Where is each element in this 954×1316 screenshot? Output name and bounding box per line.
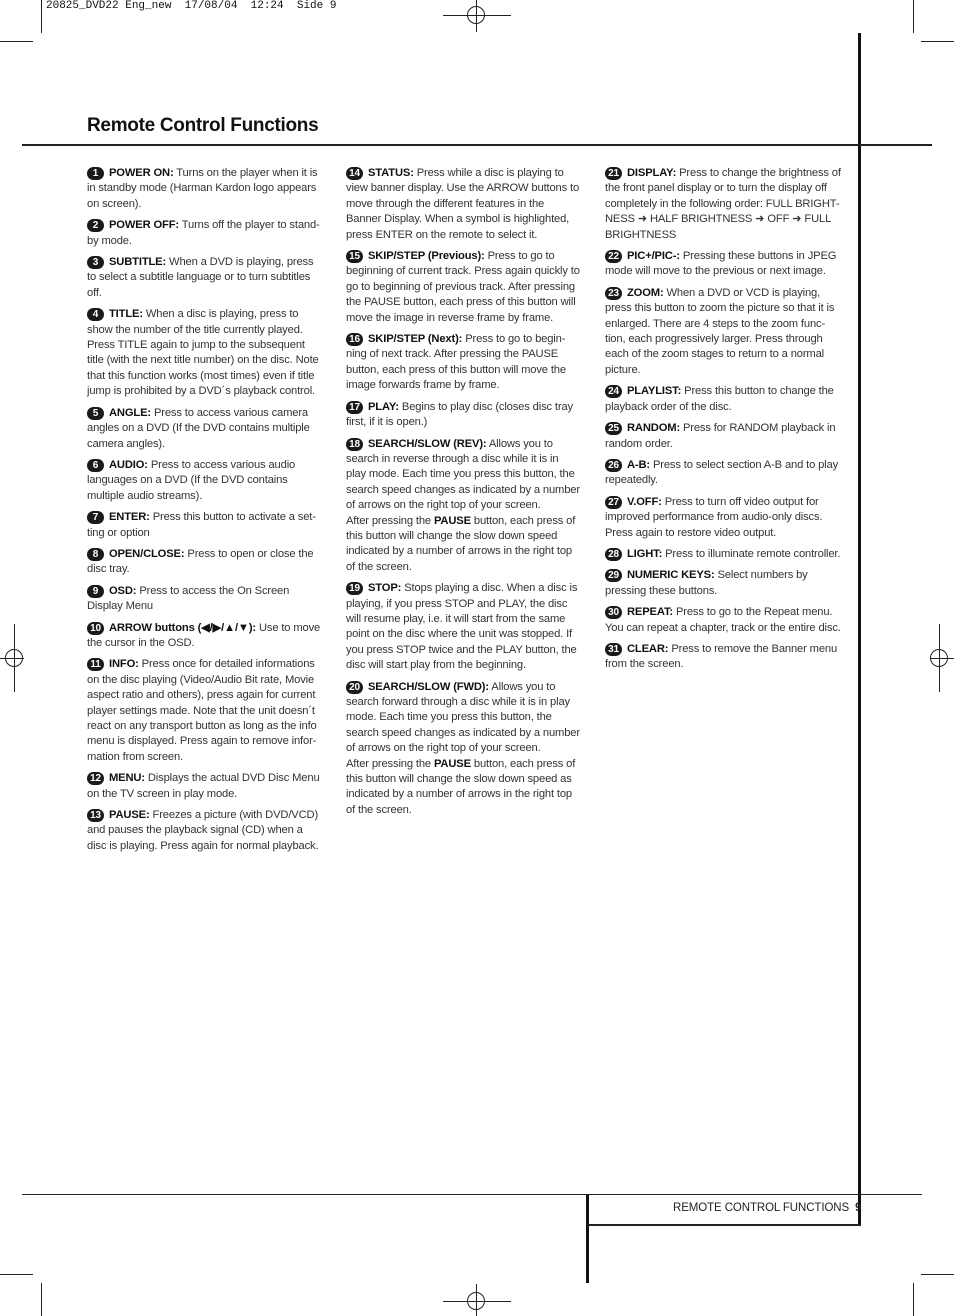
function-description: When a disc is playing, press to show the number of the title currently played. Press TITLE again to jump to the subsequent title (with the next title number) on the disc. Note that this function works (most times) even if title jump is prohibited by a DVD´s playback control.: [87, 308, 319, 398]
item-number-badge: 20: [346, 681, 363, 694]
function-description: When a DVD or VCD is playing, press this button to zoom the picture so that it is enlarged. There are 4 steps to the zoom func-tion, each progressively larger. Press through each of the zoom stages to return to a normal picture.: [605, 286, 835, 376]
function-item: [87, 808, 322, 854]
function-label: CLEAR:: [627, 642, 669, 655]
function-description: Begins to play disc (closes disc tray first, if it is open.): [346, 400, 573, 429]
function-item: [605, 286, 841, 378]
function-item: [605, 495, 841, 541]
page-footer: [673, 1202, 861, 1214]
column-3: [605, 166, 841, 679]
item-number-badge: 15: [346, 250, 363, 263]
function-label: MENU:: [109, 772, 145, 785]
function-description: Press to select section A-B and to play repeatedly.: [605, 458, 839, 487]
function-label: REPEAT:: [627, 606, 673, 619]
function-label: V.OFF:: [627, 495, 662, 508]
item-number-badge: 6: [87, 459, 104, 472]
function-description: Press to open or close the disc tray.: [87, 547, 314, 576]
function-label: OSD:: [109, 584, 137, 597]
function-description: Press to access the On Screen Display Menu: [87, 584, 290, 613]
item-number-badge: 10: [87, 622, 104, 635]
function-item: [87, 621, 322, 652]
column-1: [87, 166, 322, 860]
function-label: NUMERIC KEYS:: [627, 569, 715, 582]
item-number-badge: 8: [87, 548, 104, 561]
function-label: PLAY:: [368, 400, 399, 413]
function-description: Freezes a picture (with DVD/VCD) and pauses the playback signal (CD) when a disc is playing. Press again for normal playback.: [87, 809, 319, 852]
function-item: [87, 657, 322, 765]
function-label: SKIP/STEP (Previous):: [368, 250, 485, 263]
function-description: Use to move the cursor in the OSD.: [87, 621, 321, 649]
function-item: [346, 166, 581, 243]
function-description: Press to access various camera angles on a DVD (If the DVD contains multiple camera angles).: [87, 406, 310, 450]
column-2: [346, 166, 581, 824]
function-item: [87, 307, 322, 399]
function-item: [346, 437, 581, 576]
function-item: [346, 581, 581, 673]
pause-reference: PAUSE: [433, 757, 471, 770]
function-description: Press to go to the Repeat menu. You can repeat a chapter, track or the entire disc.: [605, 606, 841, 634]
function-description: Press for RANDOM playback in random order.: [605, 422, 836, 450]
item-number-badge: 9: [87, 585, 104, 598]
function-description: Press this button to change the playback order of the disc.: [605, 385, 834, 413]
item-number-badge: 30: [605, 606, 622, 619]
function-item: [87, 218, 322, 249]
item-number-badge: 3: [87, 256, 104, 269]
function-label: STOP:: [368, 582, 402, 595]
item-number-badge: 1: [87, 167, 104, 180]
function-description-end: button, each press of this button will change the slow down speed indicated by a number of arrows in the right top of the screen.: [346, 514, 576, 573]
function-description: Press to change the brightness of the front panel display or to turn the display off completely in the following order: FULL BRIGHT-NESS ➜ HALF BRIGHTNESS ➜ OFF ➜ FULL BRIGHTNESS: [605, 167, 841, 241]
function-label: STATUS:: [368, 167, 414, 179]
item-number-badge: 26: [605, 459, 622, 472]
footer-section: REMOTE CONTROL FUNCTIONS: [673, 1202, 850, 1214]
item-number-badge: 28: [605, 548, 622, 561]
function-description: Displays the actual DVD Disc Menu on the TV screen in play mode.: [87, 772, 320, 800]
function-item: [346, 680, 581, 819]
function-item: [605, 642, 841, 673]
item-number-badge: 2: [87, 219, 104, 232]
item-number-badge: 31: [605, 643, 622, 656]
item-number-badge: 7: [87, 511, 104, 524]
function-label: OPEN/CLOSE:: [109, 547, 185, 560]
function-item: [346, 400, 581, 431]
function-label: A-B:: [627, 458, 651, 471]
page-number: 9: [855, 1202, 862, 1214]
item-number-badge: 4: [87, 308, 104, 321]
function-description-cont: After pressing the: [346, 514, 434, 527]
function-label: PAUSE:: [109, 809, 150, 822]
function-item: [87, 166, 322, 212]
item-number-badge: 17: [346, 401, 363, 414]
function-item: [605, 547, 841, 562]
function-item: [87, 584, 322, 615]
function-description: Press while a disc is playing to view banner display. Use the ARROW buttons to move through the different features in the Banner Display. When a symbol is highlighted, press ENTER on the remote to select it.: [346, 167, 580, 241]
item-number-badge: 23: [605, 287, 622, 300]
function-description: Press to access various audio languages on a DVD (If the DVD contains multiple audio streams).: [87, 458, 296, 502]
function-label: ARROW buttons (◀/▶/▲/▼):: [109, 621, 256, 634]
function-item: [605, 421, 841, 452]
function-item: [87, 510, 322, 541]
item-number-badge: 21: [605, 167, 622, 180]
item-number-badge: 14: [346, 167, 363, 180]
function-description: Press to remove the Banner menu from the screen.: [605, 642, 838, 671]
function-description: Allows you to search forward through a disc while it is in play mode. Each time you press this button, the search speed changes as indicated by a number of arrows on the right top of your screen.: [346, 680, 580, 755]
function-description: Select numbers by pressing these buttons.: [605, 569, 808, 597]
function-label: AUDIO:: [109, 458, 148, 471]
function-description: Turns off the player to stand-by mode.: [87, 219, 320, 247]
function-description: Turns on the player when it is in standby mode (Harman Kardon logo appears on screen).: [87, 167, 318, 210]
function-description: Press to go to begin-ning of next track. After pressing the PAUSE button, each press of this button will move the image forwards frame by frame.: [346, 333, 566, 392]
function-item: [87, 458, 322, 504]
function-label: SUBTITLE:: [109, 256, 167, 269]
function-description-end: button, each press of this button will change the slow down speed as indicated by a number of arrows in the right top of the screen.: [346, 757, 576, 816]
item-number-badge: 22: [605, 250, 622, 263]
pause-reference: PAUSE: [433, 514, 471, 527]
item-number-badge: 11: [87, 658, 104, 671]
item-number-badge: 25: [605, 422, 622, 435]
function-description: Press this button to activate a set-ting or option: [87, 511, 316, 539]
item-number-badge: 5: [87, 407, 104, 420]
item-number-badge: 27: [605, 496, 622, 509]
function-item: [87, 406, 322, 452]
function-label: ZOOM:: [627, 286, 664, 299]
function-label: TITLE:: [109, 308, 143, 321]
function-description: Press to illuminate remote controller.: [662, 547, 841, 560]
function-label: ENTER:: [109, 511, 150, 524]
function-label: PIC+/PIC-:: [627, 250, 680, 263]
function-description: Pressing these buttons in JPEG mode will move to the previous or next image.: [605, 250, 837, 278]
function-item: [605, 249, 841, 280]
function-item: [605, 568, 841, 599]
function-description: When a DVD is playing, press to select a subtitle language or to turn subtitles off.: [87, 256, 314, 299]
function-item: [605, 458, 841, 489]
function-label: SEARCH/SLOW (REV):: [368, 437, 487, 450]
function-description: Press to turn off video output for improved performance from audio-only discs. Press again to restore video output.: [605, 495, 823, 539]
print-slug: 20825_DVD22 Eng_new 17/08/04 12:24 Side 9: [46, 0, 337, 12]
function-item: [346, 332, 581, 394]
function-label: RANDOM:: [627, 422, 681, 435]
function-label: POWER ON:: [109, 167, 174, 179]
function-label: PLAYLIST:: [627, 385, 682, 398]
function-item: [605, 605, 841, 636]
item-number-badge: 16: [346, 333, 363, 346]
function-description-cont: After pressing the: [346, 757, 434, 770]
function-label: POWER OFF:: [109, 219, 179, 232]
item-number-badge: 29: [605, 569, 622, 582]
function-label: SEARCH/SLOW (FWD):: [368, 680, 489, 693]
function-item: [87, 547, 322, 578]
function-label: LIGHT:: [627, 547, 663, 560]
function-label: ANGLE:: [109, 406, 151, 419]
item-number-badge: 24: [605, 385, 622, 398]
function-description: Allows you to search in reverse through a disc while it is in play mode. Each time you press this button, the search speed changes as indicated by a number of arrows on the right top of your screen.: [346, 437, 580, 512]
item-number-badge: 12: [87, 772, 104, 785]
function-label: DISPLAY:: [627, 167, 677, 179]
function-item: [605, 166, 841, 243]
function-item: [605, 384, 841, 415]
function-item: [87, 771, 322, 802]
function-description: Stops playing a disc. When a disc is playing, if you press STOP and PLAY, the disc will resume play, i.e. it will start from the same point on the disc where the unit was stopped. If you press STOP twice and the PLAY button, the disc will start play from the beginning.: [346, 582, 578, 672]
item-number-badge: 13: [87, 809, 104, 822]
item-number-badge: 19: [346, 582, 363, 595]
function-label: INFO:: [109, 658, 139, 671]
function-item: [346, 249, 581, 326]
function-item: [87, 255, 322, 301]
function-description: Press once for detailed informations on the disc playing (Video/Audio Bit rate, Movie aspect ratio and others), press again for current player settings made. Note that the unit doesn´t react on any transport button as long as the info menu is displayed. Press again to remove infor-mation from screen.: [87, 658, 317, 763]
function-description: Press to go to beginning of current track. Press again quickly to go to beginning of previous track. After pressing the PAUSE button, each press of this button will move the image in reverse frame by frame.: [346, 250, 580, 324]
page-title: Remote Control Functions: [87, 115, 319, 136]
function-label: SKIP/STEP (Next):: [368, 333, 463, 346]
item-number-badge: 18: [346, 438, 363, 451]
